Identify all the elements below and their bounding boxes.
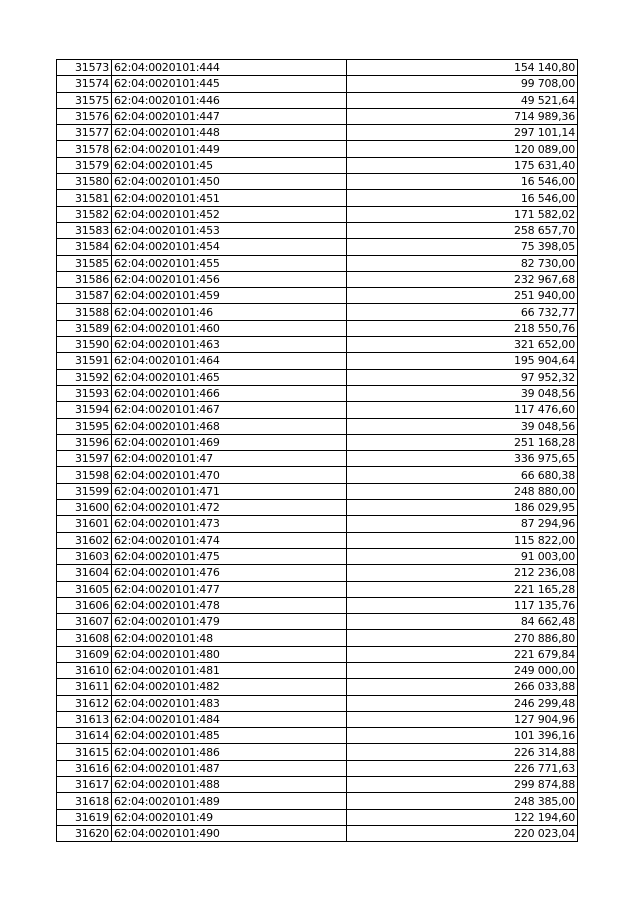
cadastral-value-cell: 117 135,76 <box>347 597 578 613</box>
table-row <box>57 695 578 711</box>
table-row <box>57 222 578 238</box>
table-row <box>57 793 578 809</box>
cadastral-number-cell: 62:04:0020101:475 <box>112 548 347 564</box>
row-number-cell: 31595 <box>57 418 112 434</box>
table-row <box>57 516 578 532</box>
cadastral-number-cell: 62:04:0020101:485 <box>112 728 347 744</box>
table-row <box>57 76 578 92</box>
table-row <box>57 483 578 499</box>
row-number-cell: 31607 <box>57 614 112 630</box>
cadastral-value-cell: 297 101,14 <box>347 125 578 141</box>
cadastral-number-cell: 62:04:0020101:466 <box>112 385 347 401</box>
cadastral-number-cell: 62:04:0020101:471 <box>112 483 347 499</box>
row-number-cell: 31576 <box>57 108 112 124</box>
row-number-cell: 31574 <box>57 76 112 92</box>
cadastral-number-cell: 62:04:0020101:48 <box>112 630 347 646</box>
cadastral-number-cell: 62:04:0020101:454 <box>112 239 347 255</box>
table-row <box>57 304 578 320</box>
row-number-cell: 31582 <box>57 206 112 222</box>
cadastral-value-cell: 66 680,38 <box>347 467 578 483</box>
row-number-cell: 31578 <box>57 141 112 157</box>
row-number-cell: 31599 <box>57 483 112 499</box>
table-row <box>57 777 578 793</box>
cadastral-number-cell: 62:04:0020101:46 <box>112 304 347 320</box>
table-row <box>57 337 578 353</box>
table-row <box>57 108 578 124</box>
table-row <box>57 646 578 662</box>
cadastral-value-cell: 75 398,05 <box>347 239 578 255</box>
table-row <box>57 760 578 776</box>
cadastral-value-cell: 258 657,70 <box>347 222 578 238</box>
cadastral-number-cell: 62:04:0020101:451 <box>112 190 347 206</box>
cadastral-number-cell: 62:04:0020101:463 <box>112 337 347 353</box>
cadastral-number-cell: 62:04:0020101:469 <box>112 434 347 450</box>
row-number-cell: 31597 <box>57 451 112 467</box>
cadastral-value-cell: 270 886,80 <box>347 630 578 646</box>
cadastral-value-cell: 175 631,40 <box>347 157 578 173</box>
table-row <box>57 744 578 760</box>
table-row <box>57 385 578 401</box>
cadastral-number-cell: 62:04:0020101:446 <box>112 92 347 108</box>
table-row <box>57 728 578 744</box>
row-number-cell: 31613 <box>57 711 112 727</box>
table-row <box>57 614 578 630</box>
row-number-cell: 31614 <box>57 728 112 744</box>
cadastral-value-cell: 336 975,65 <box>347 451 578 467</box>
table-row <box>57 532 578 548</box>
cadastral-value-cell: 39 048,56 <box>347 385 578 401</box>
table-row <box>57 125 578 141</box>
row-number-cell: 31592 <box>57 369 112 385</box>
row-number-cell: 31596 <box>57 434 112 450</box>
table-row <box>57 581 578 597</box>
cadastral-value-cell: 117 476,60 <box>347 402 578 418</box>
cadastral-number-cell: 62:04:0020101:49 <box>112 809 347 825</box>
table-row <box>57 60 578 76</box>
row-number-cell: 31586 <box>57 271 112 287</box>
cadastral-number-cell: 62:04:0020101:467 <box>112 402 347 418</box>
table-row <box>57 271 578 287</box>
cadastral-number-cell: 62:04:0020101:472 <box>112 500 347 516</box>
row-number-cell: 31580 <box>57 174 112 190</box>
cadastral-number-cell: 62:04:0020101:448 <box>112 125 347 141</box>
cadastral-number-cell: 62:04:0020101:480 <box>112 646 347 662</box>
table-row <box>57 369 578 385</box>
row-number-cell: 31579 <box>57 157 112 173</box>
table-row <box>57 679 578 695</box>
table-body <box>57 60 578 842</box>
table-row <box>57 711 578 727</box>
cadastral-value-cell: 220 023,04 <box>347 825 578 841</box>
cadastral-value-cell: 299 874,88 <box>347 777 578 793</box>
cadastral-number-cell: 62:04:0020101:459 <box>112 288 347 304</box>
row-number-cell: 31581 <box>57 190 112 206</box>
cadastral-number-cell: 62:04:0020101:452 <box>112 206 347 222</box>
row-number-cell: 31587 <box>57 288 112 304</box>
cadastral-number-cell: 62:04:0020101:468 <box>112 418 347 434</box>
table-row <box>57 500 578 516</box>
row-number-cell: 31611 <box>57 679 112 695</box>
cadastral-value-cell: 226 771,63 <box>347 760 578 776</box>
table-row <box>57 92 578 108</box>
cadastral-value-cell: 212 236,08 <box>347 565 578 581</box>
table-row <box>57 548 578 564</box>
cadastral-value-cell: 195 904,64 <box>347 353 578 369</box>
cadastral-value-cell: 120 089,00 <box>347 141 578 157</box>
cadastral-value-cell: 84 662,48 <box>347 614 578 630</box>
row-number-cell: 31590 <box>57 337 112 353</box>
cadastral-number-cell: 62:04:0020101:483 <box>112 695 347 711</box>
table-row <box>57 418 578 434</box>
row-number-cell: 31603 <box>57 548 112 564</box>
table-row <box>57 320 578 336</box>
table-row <box>57 239 578 255</box>
cadastral-value-cell: 39 048,56 <box>347 418 578 434</box>
cadastral-value-cell: 16 546,00 <box>347 174 578 190</box>
cadastral-value-cell: 87 294,96 <box>347 516 578 532</box>
row-number-cell: 31591 <box>57 353 112 369</box>
row-number-cell: 31573 <box>57 60 112 76</box>
cadastral-number-cell: 62:04:0020101:490 <box>112 825 347 841</box>
row-number-cell: 31577 <box>57 125 112 141</box>
cadastral-value-cell: 101 396,16 <box>347 728 578 744</box>
cadastral-number-cell: 62:04:0020101:464 <box>112 353 347 369</box>
table-row <box>57 451 578 467</box>
cadastral-value-cell: 251 940,00 <box>347 288 578 304</box>
cadastral-number-cell: 62:04:0020101:444 <box>112 60 347 76</box>
cadastral-value-cell: 122 194,60 <box>347 809 578 825</box>
cadastral-value-cell: 714 989,36 <box>347 108 578 124</box>
cadastral-value-cell: 246 299,48 <box>347 695 578 711</box>
cadastral-value-cell: 218 550,76 <box>347 320 578 336</box>
cadastral-number-cell: 62:04:0020101:487 <box>112 760 347 776</box>
table-row <box>57 174 578 190</box>
row-number-cell: 31619 <box>57 809 112 825</box>
cadastral-value-cell: 127 904,96 <box>347 711 578 727</box>
cadastral-value-cell: 49 521,64 <box>347 92 578 108</box>
row-number-cell: 31606 <box>57 597 112 613</box>
cadastral-value-cell: 321 652,00 <box>347 337 578 353</box>
cadastral-value-cell: 186 029,95 <box>347 500 578 516</box>
cadastral-value-cell: 115 822,00 <box>347 532 578 548</box>
table-row <box>57 630 578 646</box>
cadastral-value-cell: 251 168,28 <box>347 434 578 450</box>
row-number-cell: 31598 <box>57 467 112 483</box>
cadastral-number-cell: 62:04:0020101:445 <box>112 76 347 92</box>
row-number-cell: 31604 <box>57 565 112 581</box>
row-number-cell: 31616 <box>57 760 112 776</box>
cadastral-number-cell: 62:04:0020101:460 <box>112 320 347 336</box>
cadastral-value-cell: 248 880,00 <box>347 483 578 499</box>
table-row <box>57 288 578 304</box>
row-number-cell: 31575 <box>57 92 112 108</box>
cadastral-number-cell: 62:04:0020101:447 <box>112 108 347 124</box>
row-number-cell: 31583 <box>57 222 112 238</box>
table-row <box>57 353 578 369</box>
cadastral-value-cell: 232 967,68 <box>347 271 578 287</box>
cadastral-value-table <box>56 59 578 842</box>
cadastral-number-cell: 62:04:0020101:45 <box>112 157 347 173</box>
table-row <box>57 255 578 271</box>
row-number-cell: 31584 <box>57 239 112 255</box>
row-number-cell: 31602 <box>57 532 112 548</box>
cadastral-value-cell: 171 582,02 <box>347 206 578 222</box>
table-row <box>57 157 578 173</box>
cadastral-number-cell: 62:04:0020101:470 <box>112 467 347 483</box>
row-number-cell: 31589 <box>57 320 112 336</box>
cadastral-number-cell: 62:04:0020101:453 <box>112 222 347 238</box>
table-row <box>57 662 578 678</box>
row-number-cell: 31612 <box>57 695 112 711</box>
cadastral-number-cell: 62:04:0020101:489 <box>112 793 347 809</box>
table-row <box>57 206 578 222</box>
table-row <box>57 434 578 450</box>
row-number-cell: 31600 <box>57 500 112 516</box>
cadastral-value-cell: 154 140,80 <box>347 60 578 76</box>
row-number-cell: 31594 <box>57 402 112 418</box>
cadastral-value-cell: 221 165,28 <box>347 581 578 597</box>
cadastral-number-cell: 62:04:0020101:465 <box>112 369 347 385</box>
row-number-cell: 31615 <box>57 744 112 760</box>
cadastral-number-cell: 62:04:0020101:456 <box>112 271 347 287</box>
cadastral-value-cell: 82 730,00 <box>347 255 578 271</box>
cadastral-value-cell: 16 546,00 <box>347 190 578 206</box>
row-number-cell: 31617 <box>57 777 112 793</box>
cadastral-value-cell: 248 385,00 <box>347 793 578 809</box>
cadastral-number-cell: 62:04:0020101:477 <box>112 581 347 597</box>
cadastral-value-cell: 66 732,77 <box>347 304 578 320</box>
table-row <box>57 825 578 841</box>
cadastral-value-cell: 266 033,88 <box>347 679 578 695</box>
table-row <box>57 597 578 613</box>
cadastral-number-cell: 62:04:0020101:449 <box>112 141 347 157</box>
cadastral-number-cell: 62:04:0020101:478 <box>112 597 347 613</box>
cadastral-value-cell: 99 708,00 <box>347 76 578 92</box>
cadastral-number-cell: 62:04:0020101:476 <box>112 565 347 581</box>
table-row <box>57 467 578 483</box>
row-number-cell: 31588 <box>57 304 112 320</box>
cadastral-value-cell: 221 679,84 <box>347 646 578 662</box>
cadastral-number-cell: 62:04:0020101:482 <box>112 679 347 695</box>
row-number-cell: 31593 <box>57 385 112 401</box>
cadastral-value-cell: 226 314,88 <box>347 744 578 760</box>
row-number-cell: 31620 <box>57 825 112 841</box>
row-number-cell: 31609 <box>57 646 112 662</box>
cadastral-number-cell: 62:04:0020101:450 <box>112 174 347 190</box>
row-number-cell: 31618 <box>57 793 112 809</box>
cadastral-value-cell: 91 003,00 <box>347 548 578 564</box>
row-number-cell: 31585 <box>57 255 112 271</box>
table-row <box>57 565 578 581</box>
cadastral-number-cell: 62:04:0020101:479 <box>112 614 347 630</box>
row-number-cell: 31610 <box>57 662 112 678</box>
cadastral-number-cell: 62:04:0020101:484 <box>112 711 347 727</box>
cadastral-number-cell: 62:04:0020101:47 <box>112 451 347 467</box>
cadastral-number-cell: 62:04:0020101:474 <box>112 532 347 548</box>
cadastral-number-cell: 62:04:0020101:488 <box>112 777 347 793</box>
row-number-cell: 31601 <box>57 516 112 532</box>
cadastral-number-cell: 62:04:0020101:486 <box>112 744 347 760</box>
cadastral-value-cell: 97 952,32 <box>347 369 578 385</box>
row-number-cell: 31608 <box>57 630 112 646</box>
table-row <box>57 190 578 206</box>
table-row <box>57 402 578 418</box>
table-row <box>57 809 578 825</box>
cadastral-value-cell: 249 000,00 <box>347 662 578 678</box>
cadastral-number-cell: 62:04:0020101:473 <box>112 516 347 532</box>
cadastral-number-cell: 62:04:0020101:481 <box>112 662 347 678</box>
cadastral-number-cell: 62:04:0020101:455 <box>112 255 347 271</box>
row-number-cell: 31605 <box>57 581 112 597</box>
table-row <box>57 141 578 157</box>
